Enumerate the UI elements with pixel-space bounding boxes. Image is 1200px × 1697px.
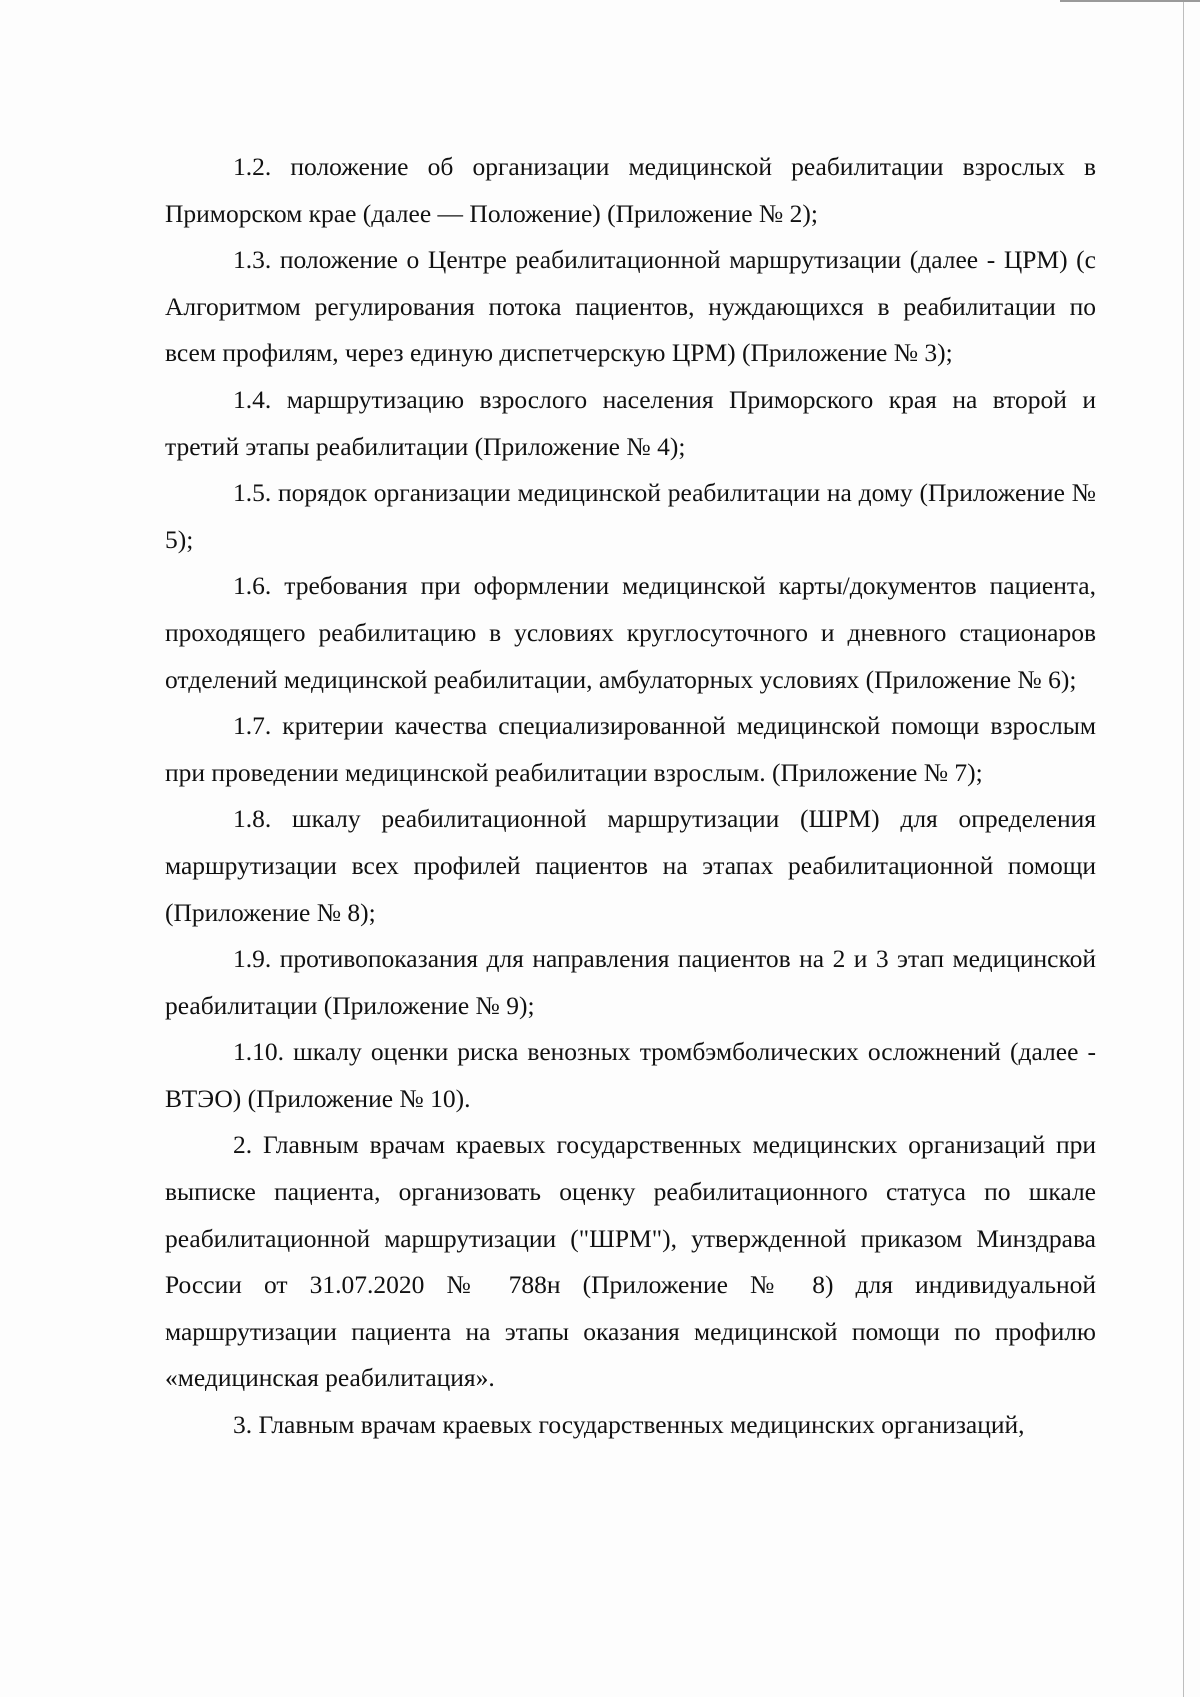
page-edge-line	[1183, 0, 1184, 1697]
paragraph-1-7: 1.7. критерии качества специализированной медицинской помощи взрослым при проведении медицинской реабилитации взрослым. (Приложение № 7);	[165, 711, 1096, 787]
page-top-edge	[1060, 0, 1200, 2]
paragraph-1-2: 1.2. положение об организации медицинской реабилитации взрослых в Приморском крае (далее — Положение) (Приложение № 2);	[165, 152, 1096, 228]
document-body	[165, 144, 1096, 1449]
paragraph-3: 3. Главным врачам краевых государственных медицинских организаций,	[233, 1410, 1025, 1440]
paragraph-1-6: 1.6. требования при оформлении медицинской карты/документов пациента, проходящего реабилитацию в условиях круглосуточного и дневного стационаров отделений медицинской реабилитации, амбулаторных условиях (Приложение № 6);	[165, 571, 1096, 694]
paragraph-2: 2. Главным врачам краевых государственных медицинских организаций при выписке пациента, организовать оценку реабилитационного статуса по шкале реабилитационной маршрутизации ("ШРМ"), утвержденной приказом Минздрава России от 31.07.2020 № 788н (Приложение № 8) для индивидуальной маршрутизации пациента на этапы оказания медицинской помощи по профилю «медицинская реабилитация».	[165, 1130, 1096, 1393]
paragraph-1-5: 1.5. порядок организации медицинской реабилитации на дому (Приложение № 5);	[165, 478, 1096, 554]
paragraph-1-10: 1.10. шкалу оценки риска венозных тромбэмболических осложнений (далее - ВТЭО) (Приложение № 10).	[165, 1037, 1096, 1113]
paragraph-1-4: 1.4. маршрутизацию взрослого населения Приморского края на второй и третий этапы реабилитации (Приложение № 4);	[165, 384, 1096, 461]
paragraph-1-9: 1.9. противопоказания для направления пациентов на 2 и 3 этап медицинской реабилитации (Приложение № 9);	[165, 944, 1096, 1020]
paragraph-1-8: 1.8. шкалу реабилитационной маршрутизации (ШРМ) для определения маршрутизации всех профилей пациентов на этапах реабилитационной помощи (Приложение № 8);	[165, 804, 1096, 927]
paragraph-1-3: 1.3. положение о Центре реабилитационной маршрутизации (далее - ЦРМ) (с Алгоритмом регулирования потока пациентов, нуждающихся в реабилитации по всем профилям, через единую диспетчерскую ЦРМ) (Приложение № 3);	[165, 245, 1096, 368]
